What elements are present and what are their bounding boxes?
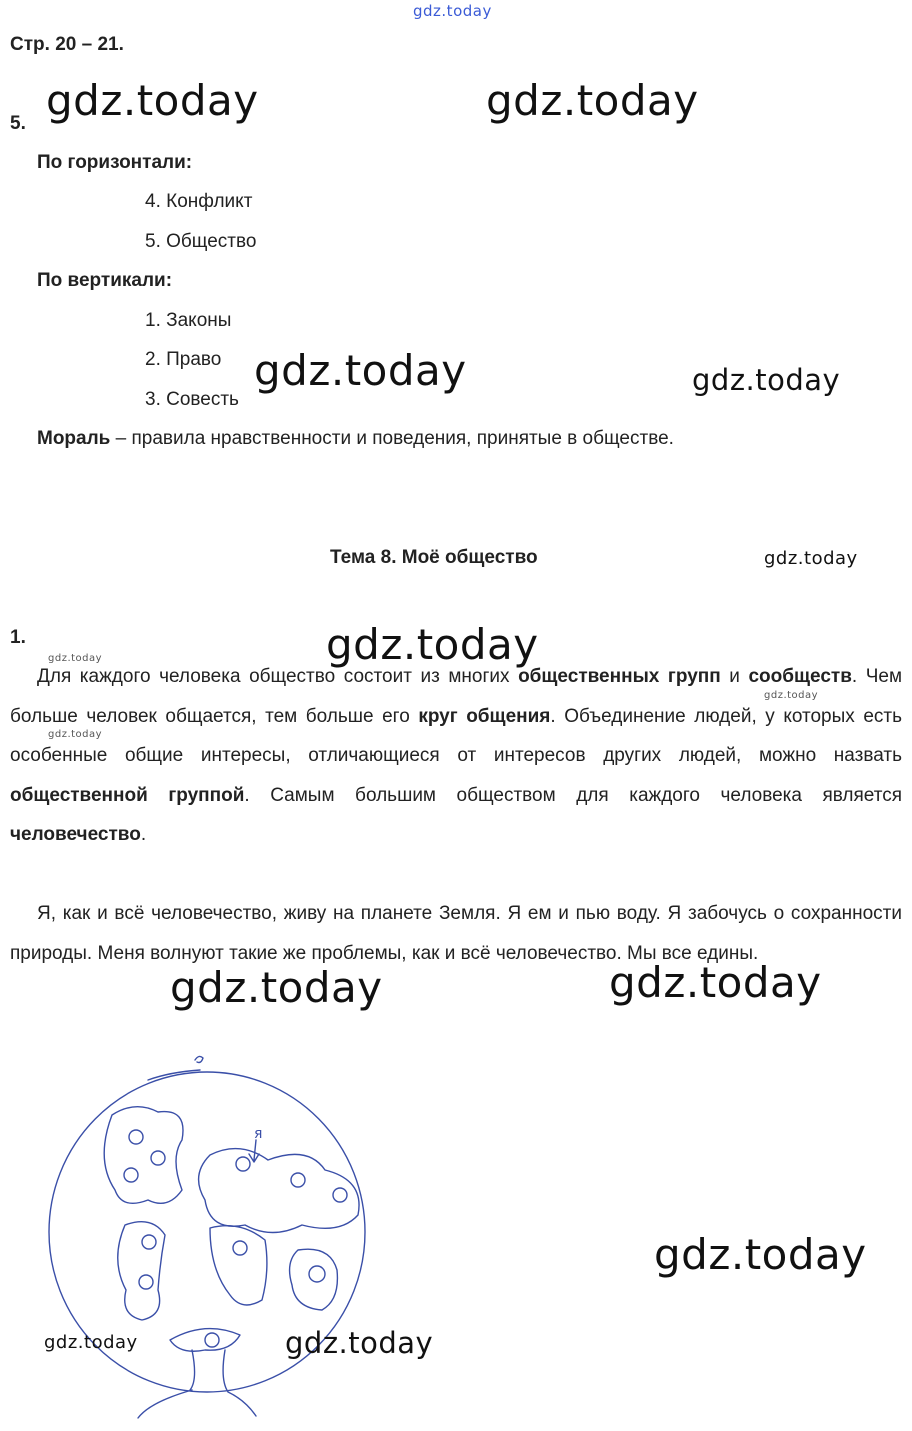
paragraph-segment: . Самым большим обществом для каждого человека является <box>244 784 903 806</box>
watermark: gdz.today <box>285 1326 434 1360</box>
topic-title: Тема 8. Моё общество <box>330 547 538 568</box>
watermark: gdz.today <box>170 963 383 1012</box>
paragraph-segment: . <box>140 824 147 845</box>
paragraph-groups <box>10 657 902 855</box>
watermark: gdz.today <box>692 363 841 397</box>
paragraph-segment: Для каждого человека общество состоит из многих <box>37 666 519 687</box>
task-number-5: 5. <box>10 113 26 134</box>
watermark: gdz.today <box>609 958 822 1007</box>
self-label: я <box>254 1126 263 1142</box>
planet-mark <box>195 1056 203 1062</box>
vertical-answer: 2. Право <box>145 349 222 370</box>
page-reference: Стр. 20 – 21. <box>10 34 124 55</box>
key-term: общественных групп <box>518 666 721 687</box>
social-group-1 <box>104 1107 183 1204</box>
key-term: сообществ <box>748 666 852 687</box>
morality-term: Мораль <box>37 428 111 449</box>
watermark: gdz.today <box>48 729 103 740</box>
watermark-top: gdz.today <box>413 2 492 20</box>
social-group-4 <box>210 1226 267 1305</box>
key-term: общественной группой <box>10 784 245 806</box>
paragraph-segment: и <box>720 666 749 687</box>
paragraph-segment: . Объединение людей, у которых есть особенные общие интересы, отличающиеся от интересов других людей, можно назвать <box>10 705 902 766</box>
morality-definition <box>37 428 674 450</box>
watermark: gdz.today <box>46 76 259 125</box>
social-group-3 <box>118 1222 165 1320</box>
paragraph-segment: . Чем больше человек общается, тем больше его <box>10 666 903 727</box>
watermark: gdz.today <box>254 346 467 395</box>
social-group-5 <box>290 1249 338 1310</box>
watermark: gdz.today <box>764 690 819 701</box>
vertical-heading: По вертикали: <box>37 270 173 291</box>
vertical-answer: 1. Законы <box>145 310 232 331</box>
watermark: gdz.today <box>654 1230 867 1279</box>
watermark: gdz.today <box>48 653 103 664</box>
morality-text: – правила нравственности и поведения, принятые в обществе. <box>110 428 674 449</box>
horizontal-heading: По горизонтали: <box>37 152 193 173</box>
key-term: человечество <box>10 824 141 845</box>
watermark: gdz.today <box>44 1332 138 1353</box>
paragraph-humanity-text: Я, как и всё человечество, живу на планете Земля. Я ем и пью воду. Я забочусь о сохранности природы. Меня волнуют такие же проблемы, как и всё человечество. Мы все едины. <box>10 903 902 964</box>
watermark: gdz.today <box>764 548 858 569</box>
horizontal-answer: 4. Конфликт <box>145 191 253 212</box>
horizontal-answer: 5. Общество <box>145 231 257 252</box>
vertical-answer: 3. Совесть <box>145 389 239 410</box>
person-face-icons <box>124 1130 347 1347</box>
watermark: gdz.today <box>326 620 539 669</box>
key-term: круг общения <box>418 705 551 727</box>
watermark: gdz.today <box>486 76 699 125</box>
hand-drawing-society <box>40 1050 385 1420</box>
task-number-1: 1. <box>10 627 26 648</box>
